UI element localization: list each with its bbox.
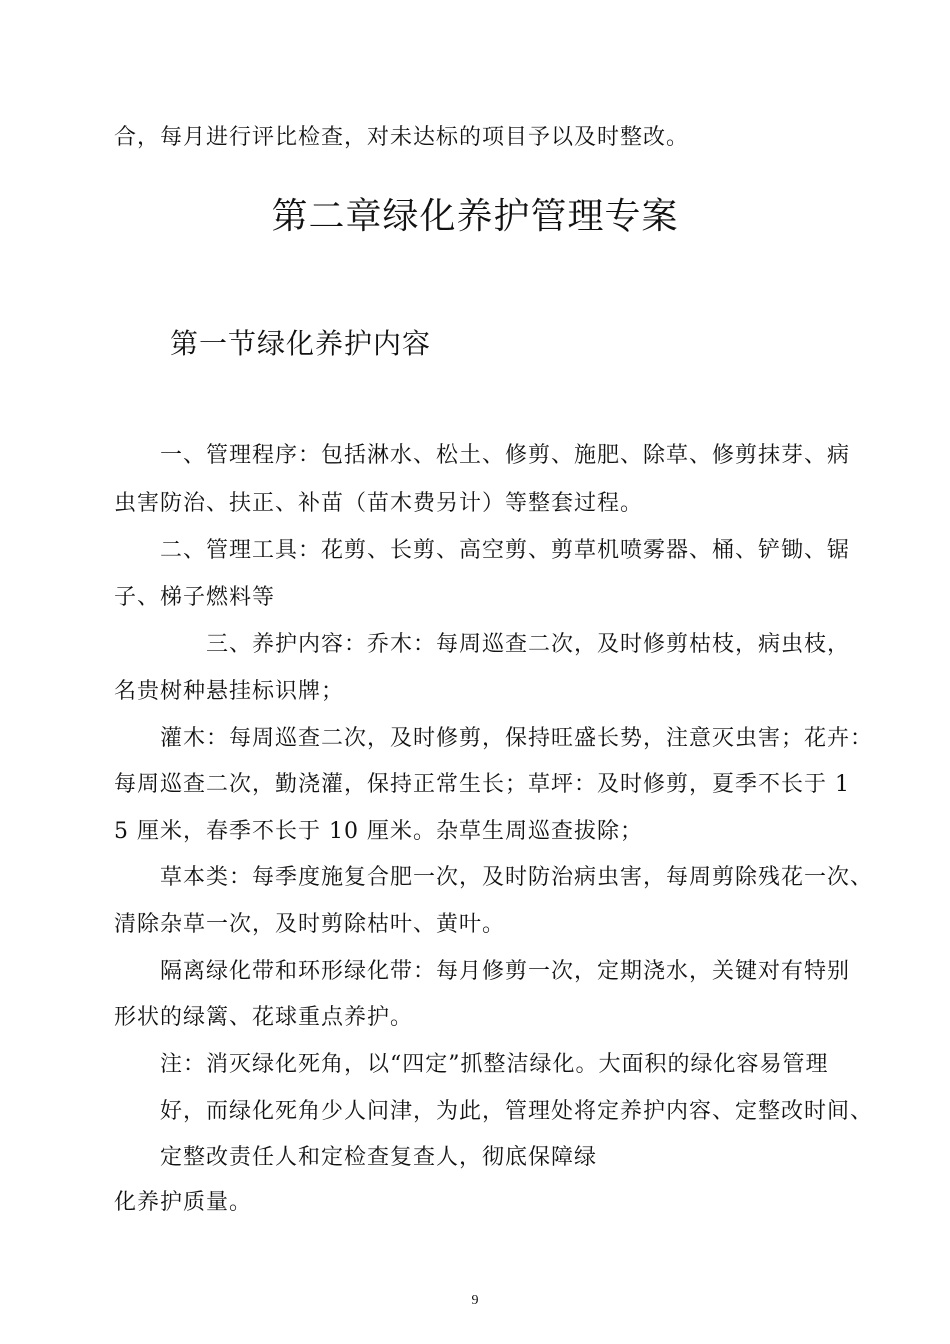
paragraph-line: 名贵树种悬挂标识牌；	[114, 679, 345, 704]
paragraph-line: 子、梯子燃料等	[114, 585, 276, 610]
paragraph-line: 三、养护内容：乔木：每周巡查二次，及时修剪枯枝，病虫枝，	[206, 632, 851, 657]
paragraph-line: 灌木：每周巡查二次，及时修剪，保持旺盛长势，注意灭虫害；花卉：	[160, 726, 874, 751]
paragraph-line: 每周巡查二次，勤浇灌，保持正常生长；草坪：及时修剪，夏季不长于 1	[114, 772, 850, 797]
paragraph-line: 清除杂草一次，及时剪除枯叶、黄叶。	[114, 912, 506, 937]
paragraph-line: 虫害防治、扶正、补苗（苗木费另计）等整套过程。	[114, 491, 644, 516]
section-title: 第一节绿化养护内容	[170, 327, 432, 360]
continuation-line: 合，每月进行评比检查，对未达标的项目予以及时整改。	[114, 125, 690, 150]
paragraph-line: 形状的绿篱、花球重点养护。	[114, 1005, 414, 1030]
chapter-title: 第二章绿化养护管理专案	[271, 196, 679, 237]
paragraph-line: 5 厘米，春季不长于 10 厘米。杂草生周巡查拔除；	[114, 819, 643, 844]
paragraph-line: 好，而绿化死角少人问津，为此，管理处将定养护内容、定整改时间、	[160, 1099, 874, 1124]
paragraph-line: 化养护质量。	[114, 1190, 253, 1215]
paragraph-line: 定整改责任人和定检查复查人，彻底保障绿	[160, 1145, 598, 1170]
paragraph-line: 二、管理工具：花剪、长剪、高空剪、剪草机喷雾器、桶、铲锄、锯	[160, 538, 851, 563]
paragraph-line: 注：消灭绿化死角，以“四定”抓整洁绿化。大面积的绿化容易管理	[160, 1052, 829, 1077]
paragraph-line: 隔离绿化带和环形绿化带：每月修剪一次，定期浇水，关键对有特别	[160, 959, 851, 984]
paragraph-line: 一、管理程序：包括淋水、松土、修剪、施肥、除草、修剪抹芽、病	[160, 443, 851, 468]
page-number: 9	[471, 1293, 479, 1308]
paragraph-line: 草本类：每季度施复合肥一次，及时防治病虫害，每周剪除残花一次、	[160, 865, 874, 890]
